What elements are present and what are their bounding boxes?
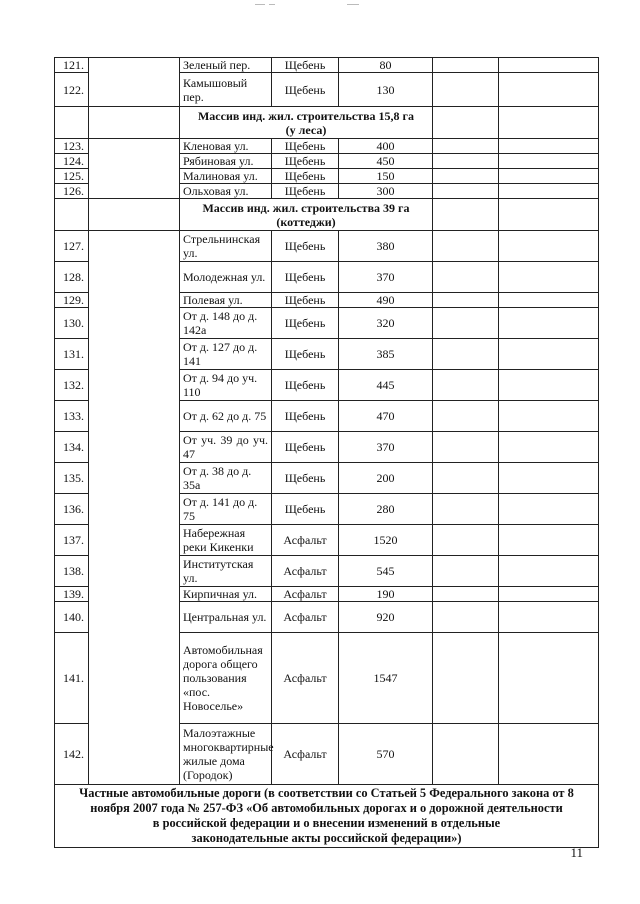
road-cover: Асфальт: [272, 633, 339, 724]
section-title: [180, 199, 433, 231]
road-name: Кленовая ул.: [180, 139, 272, 154]
row-number: 122.: [55, 73, 89, 107]
row-number: 139.: [55, 587, 89, 602]
row-number: 125.: [55, 169, 89, 184]
road-cover: Асфальт: [272, 587, 339, 602]
empty-cell: [499, 184, 599, 199]
empty-cell: [55, 199, 89, 231]
empty-cell: [499, 556, 599, 587]
roads-table-body: [55, 58, 599, 848]
row-number: 138.: [55, 556, 89, 587]
row-number: 126.: [55, 184, 89, 199]
road-cover: Асфальт: [272, 602, 339, 633]
road-name: От уч. 39 до уч. 47: [180, 432, 272, 463]
road-cover: Щебень: [272, 401, 339, 432]
row-number: 133.: [55, 401, 89, 432]
row-number: 129.: [55, 293, 89, 308]
row-number: 121.: [55, 58, 89, 73]
footer-note-line2: ноября 2007 года № 257-ФЗ «Об автомобильных дорогах и о дорожной деятельности: [90, 801, 563, 815]
empty-cell: [89, 199, 180, 231]
road-name: От д. 127 до д. 141: [180, 339, 272, 370]
road-cover: Щебень: [272, 339, 339, 370]
road-length: 320: [339, 308, 433, 339]
empty-cell: [499, 602, 599, 633]
road-cover: Щебень: [272, 463, 339, 494]
footer-note: [55, 785, 599, 848]
roads-table: [54, 57, 599, 848]
empty-cell: [433, 339, 499, 370]
road-name: Ольховая ул.: [180, 184, 272, 199]
table-row: [55, 231, 599, 262]
empty-cell: [499, 339, 599, 370]
row-number: 130.: [55, 308, 89, 339]
footer-note-line1: Частные автомобильные дороги (в соответствии со Статьей 5 Федерального закона от 8: [79, 786, 574, 800]
footer-note-line4: законодательные акты российской федерации»): [191, 831, 462, 845]
road-name: От д. 141 до д. 75: [180, 494, 272, 525]
merged-empty-cell: [89, 58, 180, 107]
road-name: Малиновая ул.: [180, 169, 272, 184]
section-header-row: [55, 199, 599, 231]
road-name: Кирпичная ул.: [180, 587, 272, 602]
road-name: Стрельнинская ул.: [180, 231, 272, 262]
table-row: [55, 139, 599, 154]
road-name: Набережная реки Кикенки: [180, 525, 272, 556]
road-length: 490: [339, 293, 433, 308]
footer-note-row: [55, 785, 599, 848]
empty-cell: [433, 525, 499, 556]
road-length: 385: [339, 339, 433, 370]
row-number: 141.: [55, 633, 89, 724]
empty-cell: [499, 139, 599, 154]
road-cover: Щебень: [272, 139, 339, 154]
empty-cell: [499, 199, 599, 231]
empty-cell: [433, 154, 499, 169]
row-number: 140.: [55, 602, 89, 633]
road-length: 570: [339, 724, 433, 785]
empty-cell: [433, 602, 499, 633]
empty-cell: [499, 432, 599, 463]
empty-cell: [433, 724, 499, 785]
road-length: 450: [339, 154, 433, 169]
road-name: Малоэтажные многоквартирные жилые дома (Городок): [180, 724, 272, 785]
road-cover: Щебень: [272, 370, 339, 401]
empty-cell: [89, 107, 180, 139]
road-cover: Щебень: [272, 432, 339, 463]
scan-marks: [255, 2, 395, 10]
road-cover: Щебень: [272, 293, 339, 308]
road-name: От д. 62 до д. 75: [180, 401, 272, 432]
empty-cell: [499, 262, 599, 293]
footer-note-line3: в российской федерации и о внесении изменений в отдельные: [152, 816, 501, 830]
empty-cell: [499, 73, 599, 107]
road-length: 200: [339, 463, 433, 494]
road-length: 80: [339, 58, 433, 73]
row-number: 131.: [55, 339, 89, 370]
empty-cell: [499, 293, 599, 308]
road-length: 380: [339, 231, 433, 262]
empty-cell: [499, 169, 599, 184]
empty-cell: [433, 262, 499, 293]
empty-cell: [433, 107, 499, 139]
table-row: [55, 58, 599, 73]
road-length: 300: [339, 184, 433, 199]
road-length: 370: [339, 262, 433, 293]
road-name: Зеленый пер.: [180, 58, 272, 73]
empty-cell: [499, 308, 599, 339]
road-length: 545: [339, 556, 433, 587]
empty-cell: [499, 58, 599, 73]
empty-cell: [499, 370, 599, 401]
row-number: 128.: [55, 262, 89, 293]
empty-cell: [433, 231, 499, 262]
road-length: 280: [339, 494, 433, 525]
empty-cell: [433, 587, 499, 602]
empty-cell: [499, 231, 599, 262]
empty-cell: [433, 432, 499, 463]
row-number: 124.: [55, 154, 89, 169]
empty-cell: [433, 199, 499, 231]
road-cover: Щебень: [272, 169, 339, 184]
road-length: 1520: [339, 525, 433, 556]
empty-cell: [433, 293, 499, 308]
row-number: 142.: [55, 724, 89, 785]
road-cover: Щебень: [272, 262, 339, 293]
row-number: 127.: [55, 231, 89, 262]
road-name: От д. 148 до д. 142а: [180, 308, 272, 339]
road-name: Автомобильная дорога общего пользования «пос. Новоселье»: [180, 633, 272, 724]
empty-cell: [433, 494, 499, 525]
road-cover: Щебень: [272, 154, 339, 169]
road-cover: Щебень: [272, 308, 339, 339]
empty-cell: [499, 401, 599, 432]
road-length: 190: [339, 587, 433, 602]
road-cover: Щебень: [272, 231, 339, 262]
section-title-line2: (коттеджи): [276, 214, 336, 229]
row-number: 132.: [55, 370, 89, 401]
empty-cell: [433, 73, 499, 107]
row-number: 123.: [55, 139, 89, 154]
empty-cell: [55, 107, 89, 139]
empty-cell: [433, 633, 499, 724]
road-cover: Асфальт: [272, 525, 339, 556]
road-name: Рябиновая ул.: [180, 154, 272, 169]
empty-cell: [499, 463, 599, 494]
road-length: 1547: [339, 633, 433, 724]
road-cover: Щебень: [272, 494, 339, 525]
road-name: Институтская ул.: [180, 556, 272, 587]
road-name: От д. 94 до уч. 110: [180, 370, 272, 401]
road-length: 150: [339, 169, 433, 184]
road-name: От д. 38 до д. 35а: [180, 463, 272, 494]
road-length: 470: [339, 401, 433, 432]
row-number: 134.: [55, 432, 89, 463]
road-name: Камышовый пер.: [180, 73, 272, 107]
road-cover: Щебень: [272, 58, 339, 73]
empty-cell: [433, 401, 499, 432]
section-title-line1: Массив инд. жил. строительства 39 га: [202, 200, 410, 215]
empty-cell: [433, 169, 499, 184]
row-number: 135.: [55, 463, 89, 494]
empty-cell: [433, 139, 499, 154]
empty-cell: [499, 724, 599, 785]
section-title-line1: Массив инд. жил. строительства 15,8 га: [197, 108, 415, 123]
road-length: 445: [339, 370, 433, 401]
road-name: Центральная ул.: [180, 602, 272, 633]
section-header-row: [55, 107, 599, 139]
road-name: Полевая ул.: [180, 293, 272, 308]
road-cover: Асфальт: [272, 556, 339, 587]
road-cover: Щебень: [272, 184, 339, 199]
road-length: 920: [339, 602, 433, 633]
empty-cell: [433, 308, 499, 339]
empty-cell: [499, 525, 599, 556]
road-name: Молодежная ул.: [180, 262, 272, 293]
empty-cell: [499, 494, 599, 525]
empty-cell: [433, 556, 499, 587]
row-number: 137.: [55, 525, 89, 556]
empty-cell: [499, 633, 599, 724]
road-length: 370: [339, 432, 433, 463]
section-title-line2: (у леса): [285, 122, 327, 137]
section-title: [180, 107, 433, 139]
empty-cell: [499, 587, 599, 602]
empty-cell: [433, 463, 499, 494]
road-cover: Щебень: [272, 73, 339, 107]
road-length: 130: [339, 73, 433, 107]
empty-cell: [499, 154, 599, 169]
road-cover: Асфальт: [272, 724, 339, 785]
merged-empty-cell: [89, 231, 180, 785]
empty-cell: [433, 58, 499, 73]
road-length: 400: [339, 139, 433, 154]
row-number: 136.: [55, 494, 89, 525]
empty-cell: [433, 184, 499, 199]
page-number: 11: [570, 845, 583, 860]
empty-cell: [499, 107, 599, 139]
merged-empty-cell: [89, 139, 180, 199]
empty-cell: [433, 370, 499, 401]
